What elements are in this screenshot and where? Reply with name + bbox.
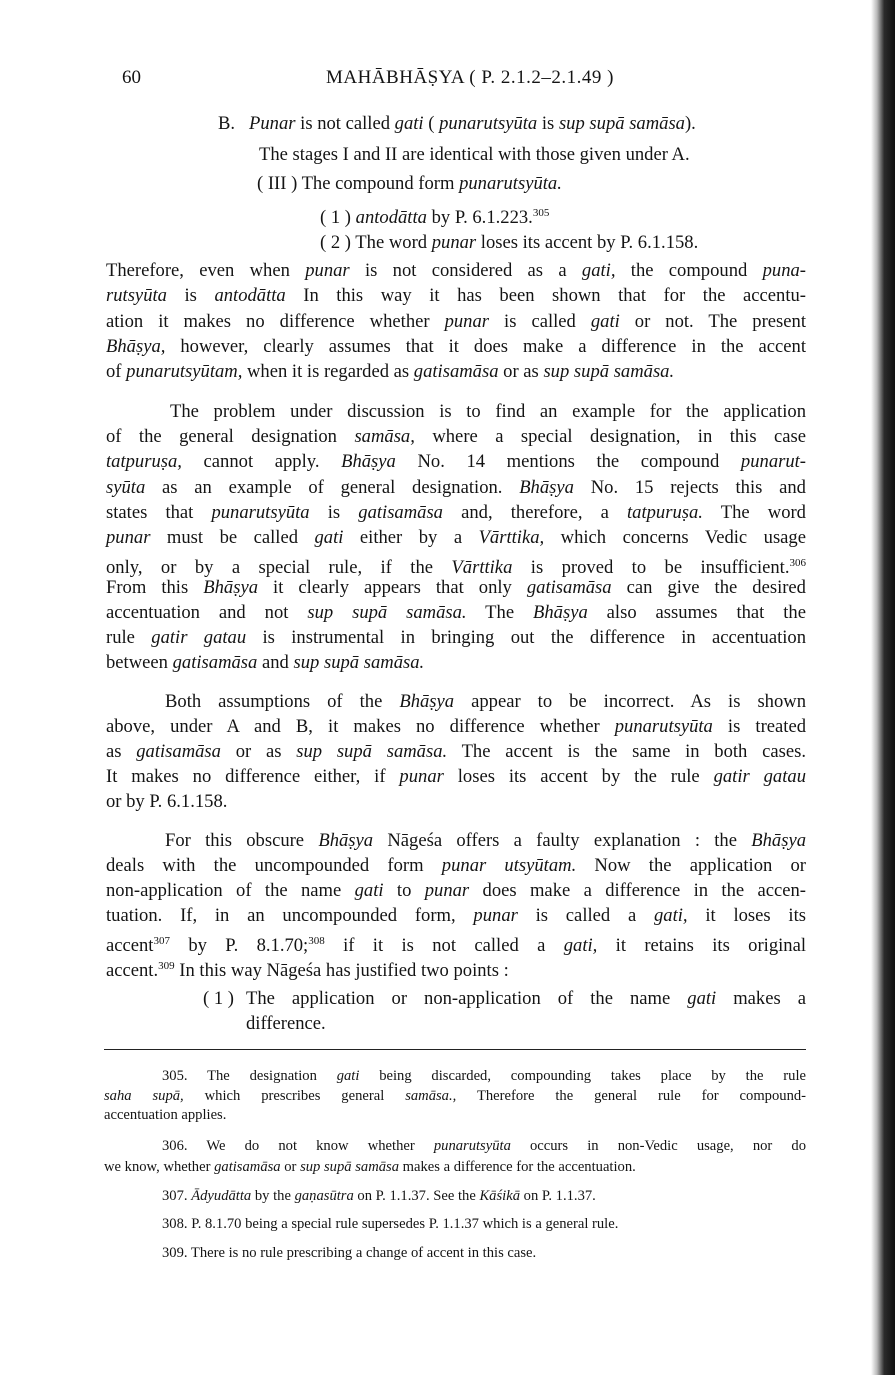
footnote-ref-307: 307 [153, 935, 170, 947]
text-line: Bhāṣya, however, clearly assumes that it does make a difference in the accent [106, 336, 806, 357]
stage-iii: ( III ) The compound form punarutsyūta. [257, 173, 562, 194]
text-line: punar must be called gati either by a Vārttika, which concerns Vedic usage [106, 527, 806, 548]
scan-binding-edge [871, 0, 895, 1375]
text-line: difference. [246, 1013, 326, 1034]
footnote-ref-309: 309 [158, 960, 175, 972]
text-line: ation it makes no difference whether punar is called gati or not. The present [106, 311, 806, 332]
text-line: as gatisamāsa or as sup supā samāsa. The accent is the same in both cases. [106, 741, 806, 762]
text-line: tatpuruṣa, cannot apply. Bhāṣya No. 14 mentions the compound punarut- [106, 451, 806, 472]
text-line: rule gatir gatau is instrumental in bringing out the difference in accentuation [106, 627, 807, 648]
footnote-309: 309. There is no rule prescribing a change of accent in this case. [162, 1245, 537, 1261]
text-line: non-application of the name gati to punar does make a difference in the accen- [106, 880, 806, 901]
stage-iii-item-2: ( 2 ) The word punar loses its accent by P. 6.1.158. [320, 232, 699, 253]
page-number: 60 [122, 67, 141, 88]
text-line: From this Bhāṣya it clearly appears that only gatisamāsa can give the desired [106, 577, 806, 598]
footnote-ref-306: 306 [789, 557, 806, 569]
text-line: or by P. 6.1.158. [106, 791, 228, 812]
page-header [0, 67, 860, 95]
text-line: accent.$^{309}$ In this way Nāgeśa has justified two points : [106, 960, 509, 982]
text-line: rutsyūta is antodātta In this way it has been shown that for the accentu- [106, 285, 806, 306]
footnote-ref-305: 305 [532, 207, 550, 219]
text-line: accent$^{307}$ by P. 8.1.70;$^{308}$ if it is not called a gati, it retains its original [106, 935, 807, 957]
text-line: of punarutsyūtam, when it is regarded as gatisamāsa or as sup supā samāsa. [106, 361, 675, 382]
text-line: states that punarutsyūta is gatisamāsa and, therefore, a tatpuruṣa. The word [106, 502, 806, 523]
text-line: The application or non-application of the name gati makes a [246, 988, 806, 1009]
footnote-line: accentuation applies. [104, 1107, 227, 1123]
text-line: Both assumptions of the Bhāṣya appear to be incorrect. As is shown [165, 691, 807, 712]
footnote-305: 305. The designation gati being discarded, compounding takes place by the rule [162, 1068, 806, 1084]
stages-line: The stages I and II are identical with those given under A. [259, 144, 690, 165]
text-line: syūta as an example of general designation. Bhāṣya No. 15 rejects this and [106, 477, 806, 498]
footnote-line: saha supā, which prescribes general samāsa., Therefore the general rule for compound- [104, 1088, 807, 1104]
stage-iii-item-1: ( 1 ) antodātta by P. 6.1.223.$^{305}$ [320, 207, 550, 229]
text-line: only, or by a special rule, if the Vārttika is proved to be insufficient.$^{306}$ [106, 557, 806, 579]
text-line: tuation. If, in an uncompounded form, punar is called a gati, it loses its [106, 905, 806, 926]
text-line: between gatisamāsa and sup supā samāsa. [106, 652, 425, 673]
running-head: MAHĀBHĀṢYA ( P. 2.1.2–2.1.49 ) [326, 67, 614, 88]
text-line: deals with the uncompounded form punar utsyūtam. Now the application or [106, 855, 807, 876]
text-line: above, under A and B, it makes no difference whether punarutsyūta is treated [106, 716, 806, 737]
text-line: accentuation and not sup supā samāsa. The Bhāṣya also assumes that the [106, 602, 806, 623]
footnote-line: we know, whether gatisamāsa or sup supā samāsa makes a difference for the accentuation. [104, 1159, 636, 1175]
footnote-divider [104, 1049, 806, 1050]
footnote-307: 307. Ādyudātta by the gaṇasūtra on P. 1.1.37. See the Kāśikā on P. 1.1.37. [162, 1188, 596, 1204]
footnote-ref-308: 308 [308, 935, 325, 947]
footnote-308: 308. P. 8.1.70 being a special rule supersedes P. 1.1.37 which is a general rule. [162, 1216, 619, 1232]
text-line: The problem under discussion is to find an example for the application [170, 401, 806, 422]
text-line: Therefore, even when punar is not considered as a gati, the compound puna- [106, 260, 806, 281]
text-line: It makes no difference either, if punar loses its accent by the rule gatir gatau [106, 766, 806, 787]
footnote-306: 306. We do not know whether punarutsyūta occurs in non-Vedic usage, nor do [162, 1138, 807, 1154]
text-line: For this obscure Bhāṣya Nāgeśa offers a faulty explanation : the Bhāṣya [165, 830, 806, 851]
section-b-heading: B. Punar is not called gati ( punarutsyūta is sup supā samāsa). [218, 113, 696, 134]
text-line: of the general designation samāsa, where a special designation, in this case [106, 426, 807, 447]
point-label: ( 1 ) [203, 988, 234, 1009]
